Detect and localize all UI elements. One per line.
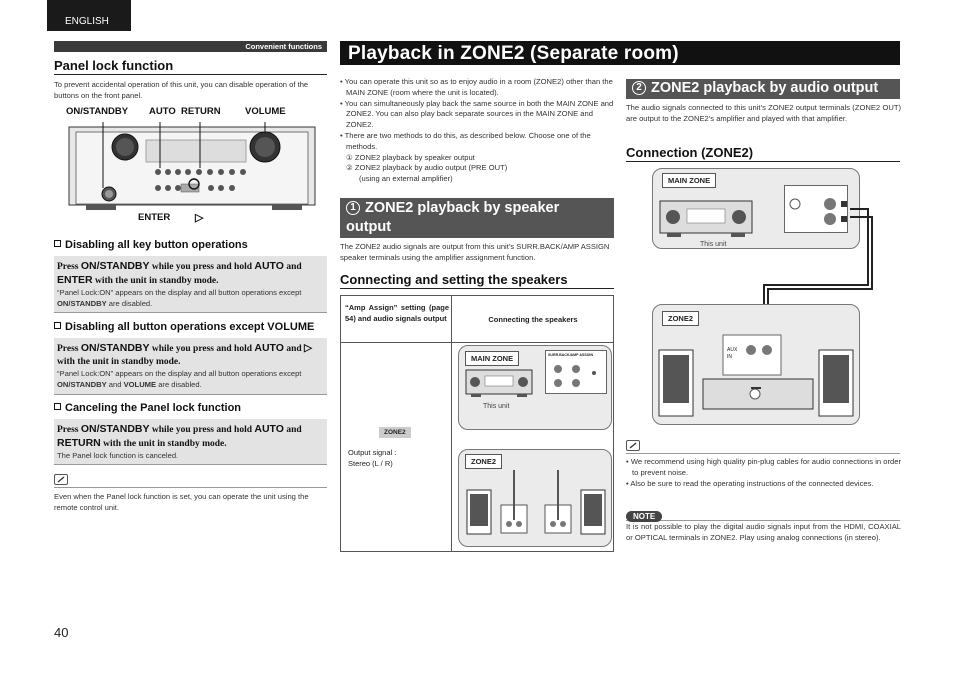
- remote-footnote: Even when the Panel lock function is set, you can operate the unit using the remote control unit.: [54, 492, 309, 512]
- sub2-note: [57, 369, 324, 391]
- main-zone-diagram: [458, 345, 612, 430]
- note-text: “Panel Lock:ON” appears on the display and all button operations except: [57, 288, 302, 297]
- and-word: and: [286, 262, 302, 272]
- bullet-text: You can simultaneously play back the same source in both the MAIN ZONE and ZONE2. You can also play back separate sources in the MAIN ZONE and ZONE2.: [344, 98, 614, 130]
- key-on-standby: ON/STANDBY: [80, 260, 150, 272]
- tips-list: [626, 457, 901, 489]
- bullet-item: • You can operate this unit so as to enjoy audio in a room (ZONE2) other than the MAIN ZONE (room where the unit is located).: [340, 77, 613, 97]
- speaker-table: [340, 295, 614, 552]
- zone2-desc: The audio signals connected to this unit’s ZONE2 output terminals (ZONE2 OUT) are output to the ZONE2’s amplifier and played with that amplifier.: [626, 103, 901, 123]
- tip-divider: [626, 440, 900, 454]
- connection-heading: Connection (ZONE2): [626, 145, 900, 162]
- section-bar: Convenient functions: [54, 41, 327, 52]
- output-value: Stereo (L / R): [348, 459, 393, 468]
- press-word: Press: [57, 262, 79, 272]
- note-text: “Panel Lock:ON” appears on the display and all button operations except: [57, 369, 302, 378]
- number-circle: 2: [632, 81, 646, 95]
- and-word: and: [286, 425, 302, 435]
- zone1-heading: [340, 198, 614, 238]
- tip-text: Also be sure to read the operating instructions of the connected devices.: [630, 478, 874, 488]
- amplifier-speakers: [653, 305, 861, 426]
- checkbox-icon: [54, 403, 61, 410]
- this-unit-label: This unit: [483, 403, 510, 410]
- pencil-icon: [626, 440, 640, 451]
- on-standby-label: ON/STANDBY: [66, 106, 129, 117]
- key-auto: AUTO: [254, 342, 284, 354]
- bullet-item: • You can simultaneously play back the same source in both the MAIN ZONE and ZONE2. You can also play back separate sources in the MAIN ZONE and ZONE2.: [340, 98, 614, 130]
- method-item: ② ZONE2 playback by audio output (PRE OUT): [346, 163, 508, 173]
- connecting-heading: Connecting and setting the speakers: [340, 272, 614, 289]
- and-word: and: [286, 344, 302, 354]
- zone2-badge: ZONE2: [379, 427, 411, 438]
- this-unit-label: This unit: [700, 241, 727, 248]
- panel-lock-heading: Panel lock function: [54, 58, 327, 75]
- zone2-label: ZONE2: [662, 311, 699, 326]
- sub2-instruction: [57, 342, 324, 369]
- key-on-standby: ON/STANDBY: [80, 423, 150, 435]
- auto-label: AUTO: [149, 106, 176, 117]
- sub1-title-text: Disabling all key button operations: [65, 239, 248, 251]
- note-tail: are disabled.: [158, 379, 202, 389]
- note-tail: are disabled.: [108, 298, 153, 308]
- note-and: and: [108, 379, 122, 389]
- front-panel-illustration: [68, 122, 318, 212]
- press-word: Press: [57, 425, 79, 435]
- zone2-label: ZONE2: [465, 454, 502, 469]
- return-label: RETURN: [181, 106, 221, 117]
- terminal-label: SURR.BACK/AMP ASSIGN: [548, 353, 594, 357]
- sub1-box: [54, 256, 327, 313]
- bullet-text: You can operate this unit so as to enjoy audio in a room (ZONE2) other than the MAIN ZONE (room where the unit is located).: [344, 77, 613, 97]
- note-key-2: VOLUME: [123, 379, 157, 389]
- key-auto: AUTO: [254, 260, 284, 272]
- key-enter: ENTER: [57, 274, 93, 286]
- enter-label: ENTER: [138, 212, 171, 223]
- right-arrow-label: ▷: [195, 212, 204, 224]
- page-number: 40: [54, 625, 69, 640]
- language-tab: ENGLISH: [47, 0, 131, 31]
- sub1-title: [54, 239, 248, 251]
- press-word: Press: [57, 344, 79, 354]
- connection-zone2: [652, 304, 860, 425]
- bullet-item: • There are two methods to do this, as described below. Choose one of the methods.: [340, 130, 591, 151]
- note-key: ON/STANDBY: [57, 298, 107, 308]
- checkbox-icon: [54, 322, 61, 329]
- speaker-wiring: [459, 450, 613, 548]
- zone2-speaker-diagram: [458, 449, 612, 547]
- receiver-icon: [465, 366, 535, 400]
- table-col2-header: Connecting the speakers: [488, 315, 578, 324]
- while-text: while you press and hold: [151, 425, 252, 435]
- panel-lock-intro: To prevent accidental operation of this unit, you can disable operation of the buttons on the front panel.: [54, 80, 309, 100]
- intro-bullets: [340, 77, 614, 185]
- sub3-note: The Panel lock function is canceled.: [57, 451, 179, 460]
- zone2-title: ZONE2 playback by audio output: [651, 80, 879, 96]
- note-divider: [626, 506, 900, 521]
- tail-text: with the unit in standby mode.: [94, 276, 219, 286]
- aux-in-label: AUX IN: [727, 347, 738, 360]
- sub2-title-text: Disabling all button operations except VOLUME: [65, 321, 315, 333]
- tail-text: with the unit in standby mode.: [57, 357, 181, 367]
- page-title: Playback in ZONE2 (Separate room): [340, 41, 900, 65]
- sub1-instruction: [57, 260, 324, 288]
- tip-text: We recommend using high quality pin-plug cables for audio connections in order to prevent noise.: [630, 457, 901, 477]
- output-label: Output signal :: [348, 448, 397, 457]
- sub3-title-text: Canceling the Panel lock function: [65, 402, 242, 414]
- sub3-instruction: [57, 423, 324, 451]
- key-auto: AUTO: [254, 423, 284, 435]
- tip-item: • Also be sure to read the operating instructions of the connected devices.: [626, 478, 874, 488]
- sub3-title: [54, 402, 241, 414]
- terminal-panel: [545, 350, 607, 394]
- number-circle: 1: [346, 201, 360, 215]
- zone1-desc: The ZONE2 audio signals are output from this unit’s SURR.BACK/AMP ASSIGN speaker terminals using the amplifier assignment function.: [340, 242, 610, 262]
- sub1-note: [57, 288, 324, 310]
- zone1-title: ZONE2 playback by speaker output: [346, 200, 560, 235]
- tip-divider: [54, 474, 327, 488]
- terminal-icon: [546, 359, 606, 393]
- checkbox-icon: [54, 240, 61, 247]
- main-zone-label: MAIN ZONE: [662, 173, 716, 188]
- while-text: while you press and hold: [151, 344, 252, 354]
- note-key-1: ON/STANDBY: [57, 379, 107, 389]
- method-item: ① ZONE2 playback by speaker output: [346, 152, 475, 162]
- pencil-icon: [54, 474, 68, 485]
- while-text: while you press and hold: [151, 262, 252, 272]
- note-text: It is not possible to play the digital audio signals input from the HDMI, COAXIAL or OPTICAL terminals in ZONE2. Play using analog connections (in stereo).: [626, 522, 901, 542]
- volume-label: VOLUME: [245, 106, 286, 117]
- key-return: RETURN: [57, 437, 101, 449]
- zone2-heading: [626, 79, 900, 99]
- key-right-arrow: ▷: [304, 342, 313, 354]
- key-on-standby: ON/STANDBY: [80, 342, 150, 354]
- bullet-text: There are two methods to do this, as described below. Choose one of the methods.: [344, 130, 591, 151]
- main-zone-label: MAIN ZONE: [465, 351, 519, 366]
- table-col1-header: “Amp Assign” setting (page 54) and audio signals output: [345, 303, 449, 323]
- sub2-box: [54, 338, 327, 395]
- tail-text: with the unit in standby mode.: [103, 439, 227, 449]
- sub3-box: [54, 419, 327, 465]
- sub2-title: [54, 321, 314, 333]
- tip-item: • We recommend using high quality pin-plug cables for audio connections in order to prevent noise.: [626, 457, 901, 477]
- method-item: (using an external amplifier): [359, 174, 453, 184]
- note-badge: NOTE: [626, 511, 662, 522]
